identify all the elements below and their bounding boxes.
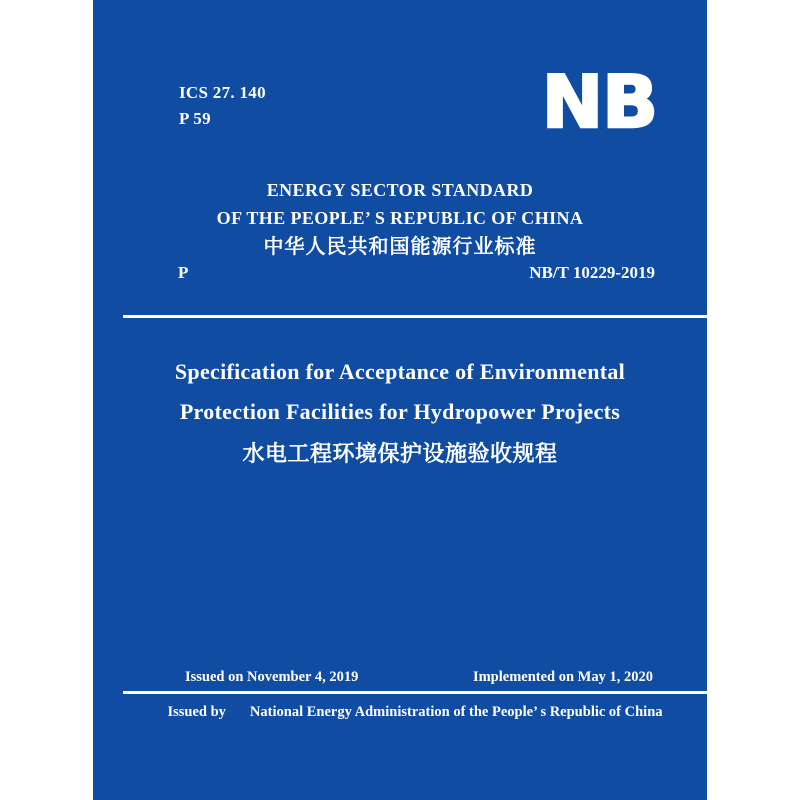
dates-row <box>185 669 653 686</box>
classification-codes <box>179 80 266 132</box>
title-en-line1: Specification for Acceptance of Environmental <box>174 359 626 384</box>
title-block <box>93 352 707 469</box>
nb-logo-icon: NB <box>541 60 657 144</box>
issued-date: Issued on November 4, 2019 <box>185 669 359 685</box>
implemented-date: Implemented on May 1, 2020 <box>472 669 653 685</box>
issuer-row <box>123 704 707 721</box>
issued-by-value: National Energy Administration of the People’ s Republic of China <box>249 704 663 720</box>
standard-header <box>93 176 707 261</box>
issued-by-label: Issued by <box>167 704 226 720</box>
ics-code: ICS 27. 140 <box>179 83 266 102</box>
standard-code-row <box>178 263 655 283</box>
standard-number: NB/T 10229-2019 <box>529 263 655 282</box>
top-divider-line <box>123 315 707 318</box>
title-zh: 水电工程环境保护设施验收规程 <box>242 441 558 466</box>
standard-header-en-line1: ENERGY SECTOR STANDARD <box>266 180 534 200</box>
doc-class-code: P 59 <box>179 109 211 128</box>
standard-header-zh: 中华人民共和国能源行业标准 <box>263 236 537 258</box>
doc-class-letter: P <box>178 263 189 282</box>
bottom-divider-line <box>123 691 707 694</box>
standard-header-en-line2: OF THE PEOPLE’ S REPUBLIC OF CHINA <box>216 208 584 228</box>
title-en-line2: Protection Facilities for Hydropower Projects <box>179 399 621 424</box>
cover-panel <box>93 0 707 800</box>
